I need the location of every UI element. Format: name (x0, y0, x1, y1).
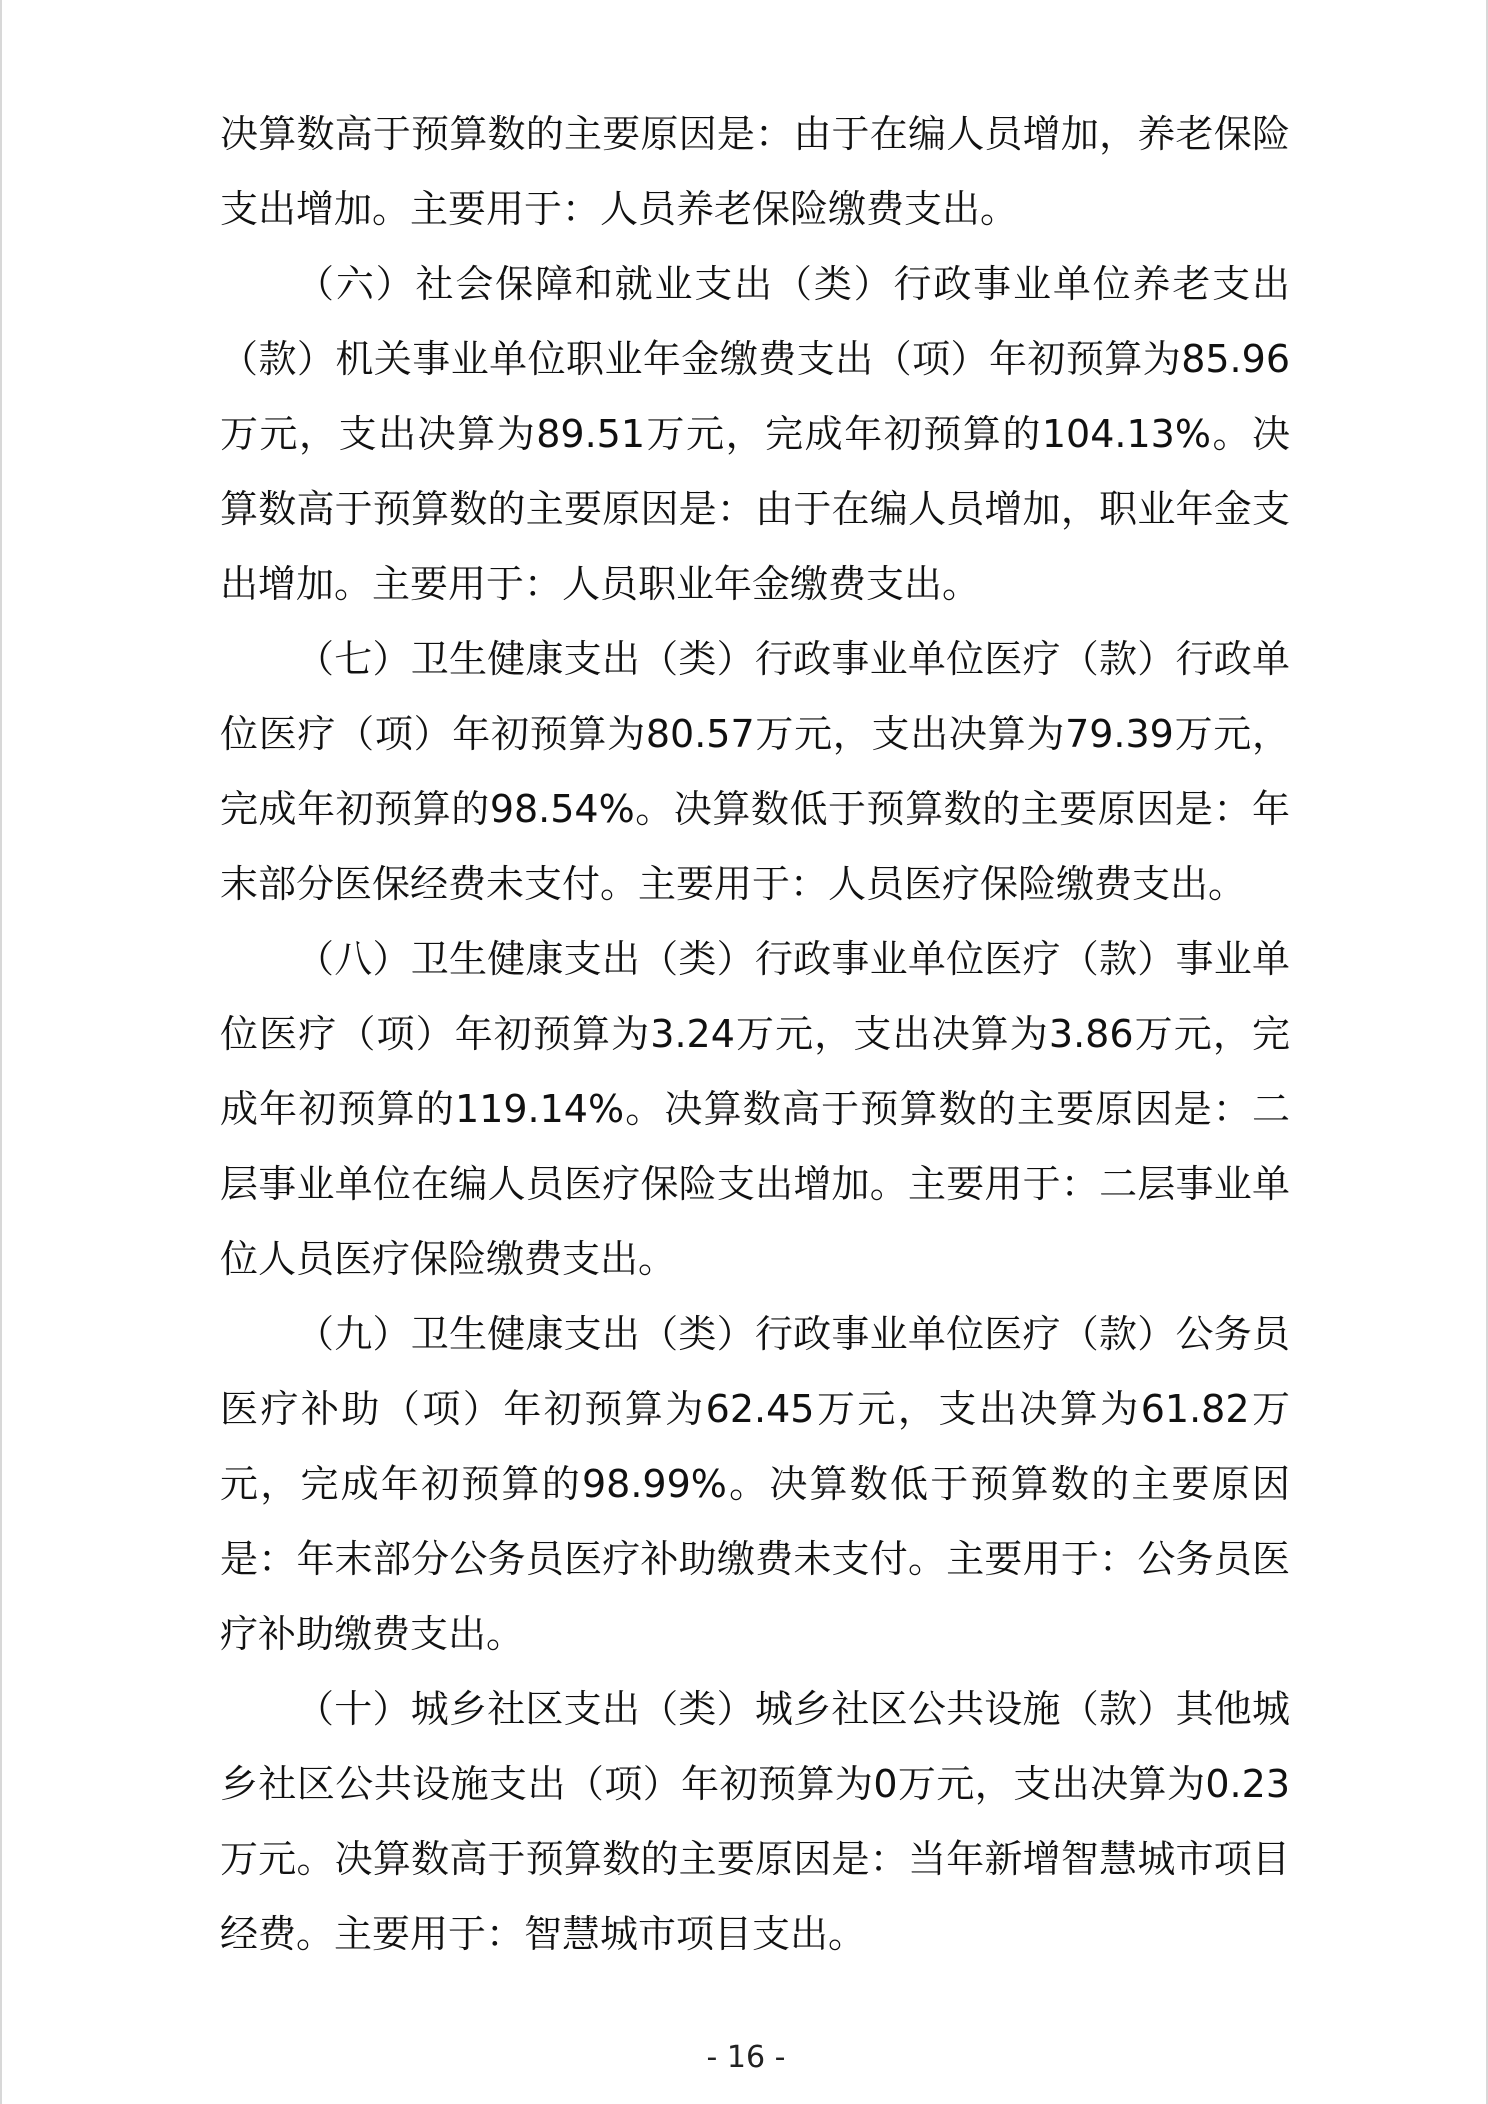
paragraph-item-9: （九）卫生健康支出（类）行政事业单位医疗（款）公务员医疗补助（项）年初预算为62.45万元，支出决算为61.82万元，完成年初预算的98.99%。决算数低于预算数的主要原因是：年末部分公务员医疗补助缴费未支付。主要用于：公务员医疗补助缴费支出。 (220, 1312, 1290, 1656)
paragraph-item-10: （十）城乡社区支出（类）城乡社区公共设施（款）其他城乡社区公共设施支出（项）年初预算为0万元，支出决算为0.23万元。决算数高于预算数的主要原因是：当年新增智慧城市项目经费。主要用于：智慧城市项目支出。 (220, 1687, 1290, 1956)
document-body (220, 97, 1290, 1972)
paragraph-item-7: （七）卫生健康支出（类）行政事业单位医疗（款）行政单位医疗（项）年初预算为80.57万元，支出决算为79.39万元，完成年初预算的98.54%。决算数低于预算数的主要原因是：年末部分医保经费未支付。主要用于：人员医疗保险缴费支出。 (220, 637, 1290, 906)
paragraph-continuation: 决算数高于预算数的主要原因是：由于在编人员增加，养老保险支出增加。主要用于：人员养老保险缴费支出。 (220, 112, 1290, 231)
page-number: - 16 - (706, 2040, 786, 2075)
paragraph-item-6: （六）社会保障和就业支出（类）行政事业单位养老支出（款）机关事业单位职业年金缴费支出（项）年初预算为85.96万元，支出决算为89.51万元，完成年初预算的104.13%。决算数高于预算数的主要原因是：由于在编人员增加，职业年金支出增加。主要用于：人员职业年金缴费支出。 (220, 262, 1290, 606)
paragraph-item-8: （八）卫生健康支出（类）行政事业单位医疗（款）事业单位医疗（项）年初预算为3.24万元，支出决算为3.86万元，完成年初预算的119.14%。决算数高于预算数的主要原因是：二层事业单位在编人员医疗保险支出增加。主要用于：二层事业单位人员医疗保险缴费支出。 (220, 937, 1290, 1281)
